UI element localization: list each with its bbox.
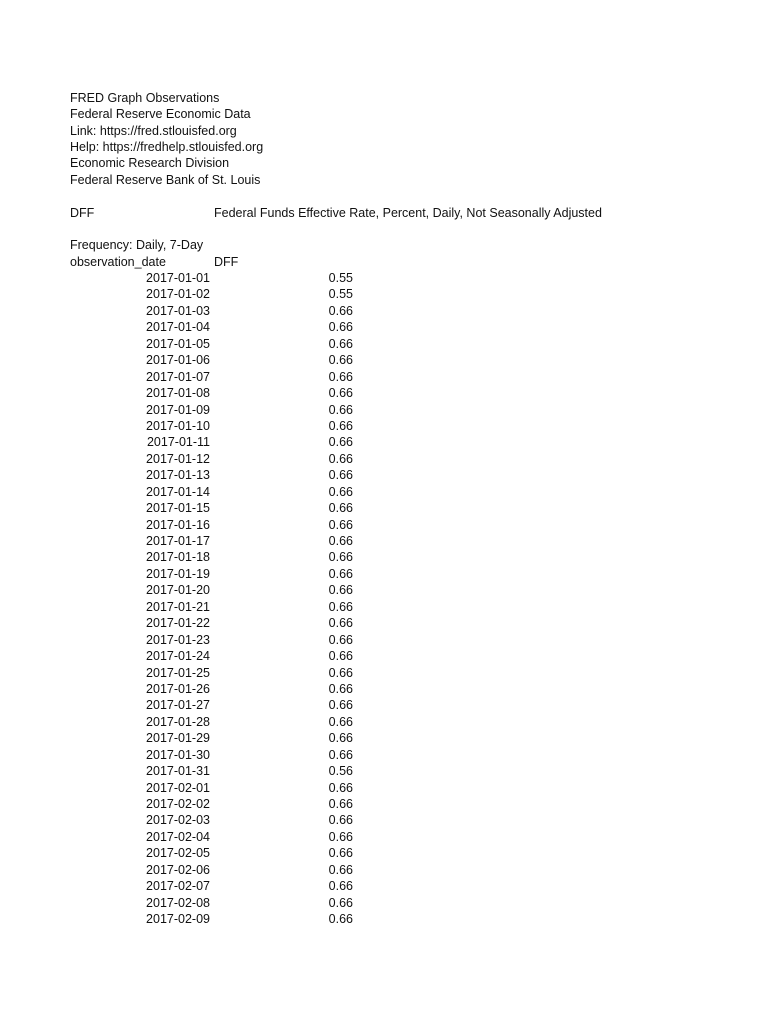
table-row: [0, 533, 768, 549]
observation-value: 0.66: [328, 369, 353, 384]
observation-date: 2017-01-31: [146, 764, 210, 779]
observation-value: 0.66: [328, 912, 353, 927]
observation-value: 0.66: [328, 862, 353, 877]
observation-date: 2017-01-23: [146, 632, 210, 647]
observation-value: 0.66: [328, 501, 353, 516]
observation-value: 0.66: [328, 550, 353, 565]
observation-date: 2017-02-08: [146, 895, 210, 910]
observation-value: 0.66: [328, 468, 353, 483]
observation-date: 2017-02-03: [146, 813, 210, 828]
observation-value: 0.66: [328, 895, 353, 910]
observation-table: [0, 270, 768, 928]
observation-date: 2017-01-10: [146, 418, 210, 433]
observation-value: 0.66: [328, 813, 353, 828]
observation-date: 2017-01-04: [146, 320, 210, 335]
header-division: Economic Research Division: [70, 156, 230, 170]
observation-date: 2017-01-26: [146, 681, 210, 696]
table-row: [0, 418, 768, 434]
table-row: [0, 270, 768, 286]
observation-value: 0.66: [328, 534, 353, 548]
observation-value: 0.66: [328, 336, 353, 351]
observation-value: 0.66: [328, 665, 353, 680]
table-row: [0, 812, 768, 828]
table-row: [0, 862, 768, 878]
table-row: [0, 780, 768, 796]
observation-value: 0.66: [328, 797, 353, 811]
series-line: [70, 205, 670, 221]
observation-date: 2017-01-11: [146, 435, 210, 450]
observation-value: 0.66: [328, 435, 353, 450]
observation-date: 2017-02-01: [146, 780, 210, 795]
header-title: FRED Graph Observations: [70, 91, 220, 105]
observation-value: 0.66: [328, 632, 353, 647]
observation-value: 0.66: [328, 451, 353, 466]
table-row: [0, 648, 768, 664]
table-row: [0, 878, 768, 894]
observation-date: 2017-01-19: [146, 566, 210, 581]
observation-date: 2017-02-02: [146, 797, 210, 811]
observation-date: 2017-01-24: [146, 649, 210, 664]
table-row: [0, 632, 768, 648]
observation-date: 2017-01-18: [146, 550, 210, 565]
table-header: [70, 254, 370, 270]
observation-date: 2017-01-22: [146, 616, 210, 631]
observation-date: 2017-01-16: [146, 517, 210, 532]
observation-date: 2017-01-21: [146, 599, 210, 614]
observation-date: 2017-01-05: [146, 336, 210, 351]
table-row: [0, 714, 768, 730]
observation-date: 2017-01-06: [146, 353, 210, 368]
table-row: [0, 599, 768, 615]
observation-value: 0.66: [328, 353, 353, 368]
table-row: [0, 286, 768, 302]
observation-value: 0.66: [328, 698, 353, 713]
table-row: [0, 615, 768, 631]
table-row: [0, 484, 768, 500]
observation-value: 0.66: [328, 780, 353, 795]
table-row: [0, 895, 768, 911]
table-row: [0, 566, 768, 582]
table-row: [0, 681, 768, 697]
observation-value: 0.66: [328, 599, 353, 614]
observation-date: 2017-01-14: [146, 484, 210, 499]
table-row: [0, 730, 768, 746]
observation-value: 0.66: [328, 747, 353, 762]
observation-date: 2017-01-25: [146, 665, 210, 680]
table-row: [0, 845, 768, 861]
observation-date: 2017-01-07: [146, 369, 210, 384]
table-row: [0, 517, 768, 533]
column-header-value: DFF: [214, 255, 239, 269]
table-row: [0, 451, 768, 467]
observation-date: 2017-02-07: [146, 879, 210, 894]
observation-value: 0.66: [328, 320, 353, 335]
table-row: [0, 829, 768, 845]
table-row: [0, 402, 768, 418]
table-row: [0, 697, 768, 713]
header-bank: Federal Reserve Bank of St. Louis: [70, 173, 261, 187]
header-help: Help: https://fredhelp.stlouisfed.org: [70, 140, 264, 154]
header-subtitle: Federal Reserve Economic Data: [70, 107, 251, 121]
observation-value: 0.66: [328, 829, 353, 844]
table-row: [0, 385, 768, 401]
table-row: [0, 336, 768, 352]
observation-value: 0.66: [328, 616, 353, 631]
frequency-line: Frequency: Daily, 7-Day: [70, 238, 204, 252]
series-id: DFF: [70, 206, 95, 220]
observation-value: 0.55: [328, 271, 353, 285]
observation-value: 0.66: [328, 731, 353, 746]
header-link: Link: https://fred.stlouisfed.org: [70, 124, 237, 138]
observation-date: 2017-01-30: [146, 747, 210, 762]
observation-value: 0.66: [328, 846, 353, 861]
observation-value: 0.56: [328, 764, 353, 779]
table-row: [0, 747, 768, 763]
observation-value: 0.66: [328, 681, 353, 696]
observation-value: 0.66: [328, 402, 353, 417]
table-row: [0, 500, 768, 516]
observation-value: 0.66: [328, 583, 353, 598]
table-row: [0, 911, 768, 927]
table-row: [0, 582, 768, 598]
series-description: Federal Funds Effective Rate, Percent, Daily, Not Seasonally Adjusted: [214, 206, 602, 220]
observation-value: 0.66: [328, 484, 353, 499]
table-row: [0, 665, 768, 681]
observation-date: 2017-01-12: [146, 451, 210, 466]
observation-date: 2017-01-13: [146, 468, 210, 483]
observation-date: 2017-01-27: [146, 698, 210, 713]
table-row: [0, 369, 768, 385]
observation-date: 2017-01-17: [146, 534, 210, 548]
observation-date: 2017-01-29: [146, 731, 210, 746]
observation-value: 0.66: [328, 649, 353, 664]
observation-value: 0.66: [328, 418, 353, 433]
observation-value: 0.66: [328, 714, 353, 729]
observation-date: 2017-01-01: [146, 271, 210, 285]
column-header-date: observation_date: [70, 255, 166, 269]
observation-date: 2017-01-28: [146, 714, 210, 729]
observation-date: 2017-01-09: [146, 402, 210, 417]
table-row: [0, 303, 768, 319]
observation-date: 2017-01-02: [146, 287, 210, 302]
table-row: [0, 796, 768, 812]
observation-date: 2017-01-15: [146, 501, 210, 516]
observation-date: 2017-02-05: [146, 846, 210, 861]
observation-value: 0.66: [328, 566, 353, 581]
observation-value: 0.66: [328, 517, 353, 532]
table-row: [0, 763, 768, 779]
table-row: [0, 549, 768, 565]
observation-value: 0.66: [328, 879, 353, 894]
table-row: [0, 319, 768, 335]
observation-date: 2017-01-20: [146, 583, 210, 598]
observation-date: 2017-02-04: [146, 829, 210, 844]
table-row: [0, 352, 768, 368]
observation-value: 0.66: [328, 303, 353, 318]
table-row: [0, 434, 768, 450]
observation-date: 2017-02-09: [146, 912, 210, 927]
observation-value: 0.66: [328, 386, 353, 401]
observation-value: 0.55: [328, 287, 353, 302]
observation-date: 2017-01-03: [146, 303, 210, 318]
table-row: [0, 467, 768, 483]
observation-date: 2017-02-06: [146, 862, 210, 877]
observation-date: 2017-01-08: [146, 386, 210, 401]
